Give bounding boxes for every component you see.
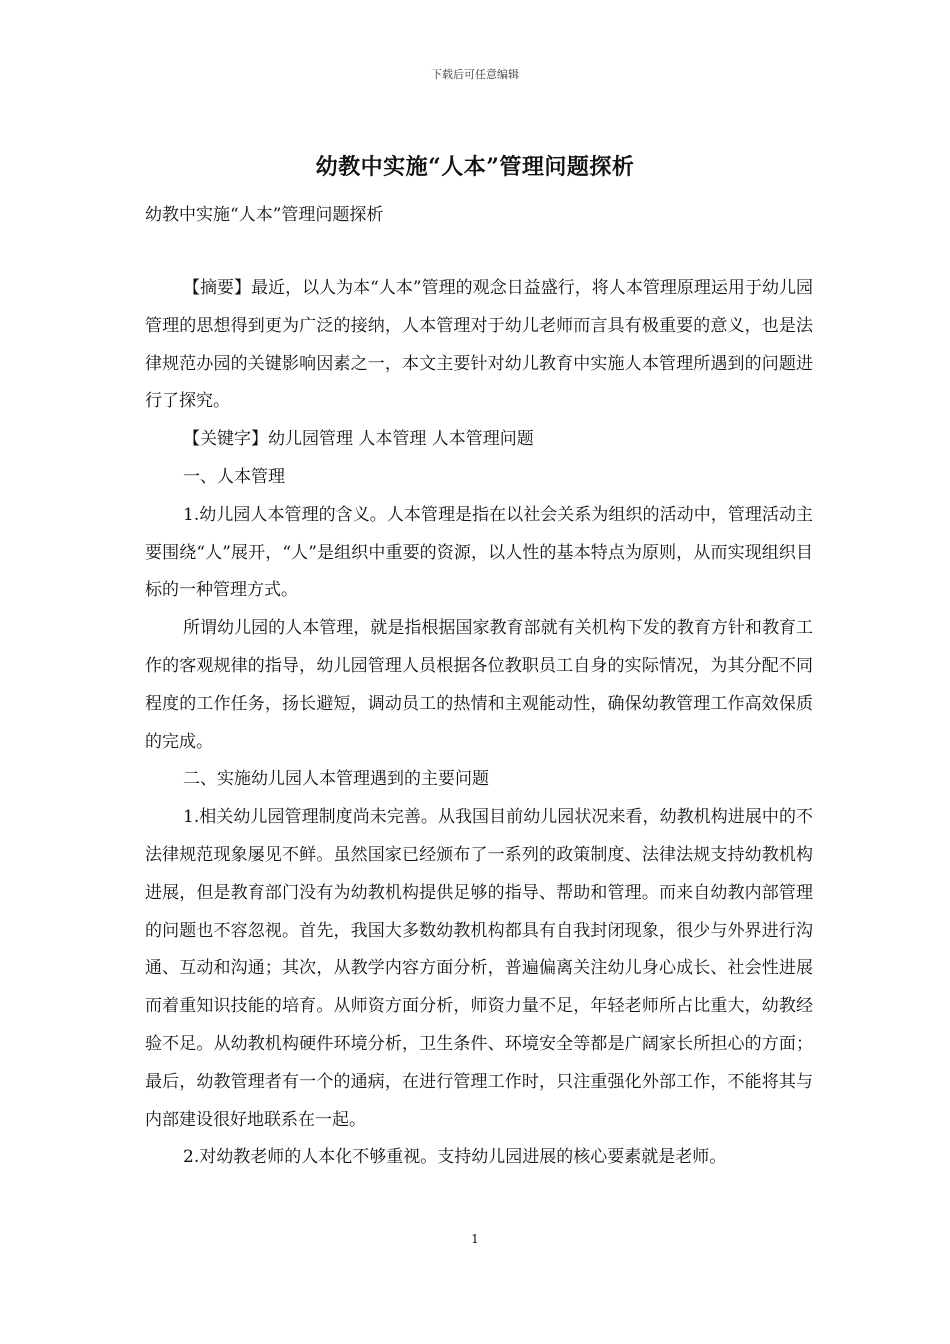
section-heading-1: 一、人本管理 <box>183 466 285 487</box>
keywords-paragraph: 【关键字】幼儿园管理 人本管理 人本管理问题 <box>183 429 534 450</box>
document-body <box>145 270 813 1177</box>
section-heading-2: 二、实施幼儿园人本管理遇到的主要问题 <box>183 769 489 790</box>
body-paragraph: 所谓幼儿园的人本管理，就是指根据国家教育部就有关机构下发的教育方针和教育工作的客观规律的指导，幼儿园管理人员根据各位教职员工自身的实际情况，为其分配不同程度的工作任务，扬长避短，调动员工的热情和主观能动性，确保幼教管理工作高效保质的完成。 <box>145 618 813 752</box>
document-subtitle: 幼教中实施“人本”管理问题探析 <box>145 205 384 225</box>
page-number: 1 <box>471 1232 479 1246</box>
header-note: 下载后可任意编辑 <box>431 68 519 81</box>
body-paragraph: 2.对幼教老师的人本化不够重视。支持幼儿园进展的核心要素就是老师。 <box>183 1147 727 1168</box>
body-paragraph: 1.相关幼儿园管理制度尚未完善。从我国目前幼儿园状况来看，幼教机构进展中的不法律规范现象屡见不鲜。虽然国家已经颁布了一系列的政策制度、法律法规支持幼教机构进展，但是教育部门没有为幼教机构提供足够的指导、帮助和管理。而来自幼教内部管理的问题也不容忽视。首先，我国大多数幼教机构都具有自我封闭现象，很少与外界进行沟通、互动和沟通；其次，从教学内容方面分析，普遍偏离关注幼儿身心成长、社会性进展而着重知识技能的培育。从师资方面分析，师资力量不足，年轻老师所占比重大，幼教经验不足。从幼教机构硬件环境分析，卫生条件、环境安全等都是广阔家长所担心的方面；最后，幼教管理者有一个的通病，在进行管理工作时，只注重强化外部工作，不能将其与内部建设很好地联系在一起。 <box>145 807 813 1130</box>
document-title: 幼教中实施“人本”管理问题探析 <box>315 154 635 180</box>
body-paragraph: 1.幼儿园人本管理的含义。人本管理是指在以社会关系为组织的活动中，管理活动主要围绕“人”展开，“人”是组织中重要的资源，以人性的基本特点为原则，从而实现组织目标的一种管理方式。 <box>145 504 813 601</box>
abstract-paragraph: 【摘要】最近，以人为本“人本”管理的观念日益盛行，将人本管理原理运用于幼儿园管理的思想得到更为广泛的接纳，人本管理对于幼儿老师而言具有极重要的意义，也是法律规范办园的关键影响因素之一，本文主要针对幼儿教育中实施人本管理所遇到的问题进行了探究。 <box>145 278 813 412</box>
